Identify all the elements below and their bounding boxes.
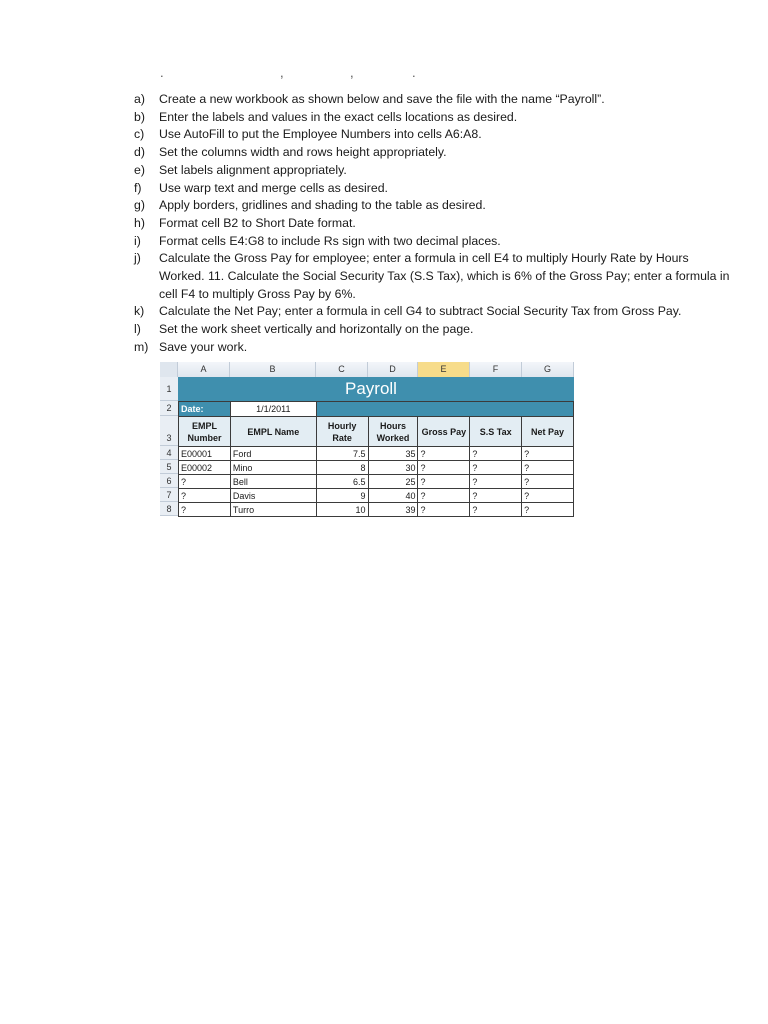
instruction-text: Save your work. bbox=[159, 339, 248, 354]
instruction-text: Set labels alignment appropriately. bbox=[159, 162, 347, 177]
instruction-item bbox=[134, 91, 734, 109]
column-header-b: B bbox=[230, 362, 316, 377]
instruction-text: Format cell B2 to Short Date format. bbox=[159, 215, 356, 230]
ss-tax-cell: ? bbox=[470, 475, 522, 489]
instruction-marker: k) bbox=[134, 304, 145, 319]
instruction-text: Enter the labels and values in the exact cells locations as desired. bbox=[159, 109, 518, 124]
instruction-item bbox=[134, 126, 734, 144]
row-header: 6 bbox=[160, 474, 178, 488]
table-row bbox=[179, 447, 574, 461]
header-cell: EMPL Number bbox=[179, 417, 231, 447]
empl-name-cell: Ford bbox=[230, 447, 316, 461]
sheet-title: Payroll bbox=[345, 379, 397, 398]
instruction-text: Apply borders, gridlines and shading to the table as desired. bbox=[159, 198, 486, 213]
column-header-d: D bbox=[368, 362, 418, 377]
hourly-rate-cell: 8 bbox=[316, 461, 368, 475]
instruction-text: Calculate the Gross Pay for employee; enter a formula in cell E4 to multiply Hourly Rate by Hours Worked. 11. Calculate the Social Security Tax (S.S Tax), which is 6% of the Gross Pay; enter a formula in cell F4 to multiply Gross Pay by 6%. bbox=[159, 251, 730, 301]
column-header-e: E bbox=[418, 362, 470, 377]
instruction-item bbox=[134, 233, 734, 251]
hours-worked-cell: 30 bbox=[368, 461, 418, 475]
empl-name-cell: Turro bbox=[230, 503, 316, 517]
empl-name-cell: Mino bbox=[230, 461, 316, 475]
cropped-text-line: . , , . bbox=[160, 72, 416, 80]
instruction-text: Create a new workbook as shown below and save the file with the name “Payroll”. bbox=[159, 92, 605, 106]
hours-worked-cell: 39 bbox=[368, 503, 418, 517]
empl-name-cell: Bell bbox=[230, 475, 316, 489]
header-cell: EMPL Name bbox=[230, 417, 316, 447]
net-pay-cell: ? bbox=[522, 461, 574, 475]
instruction-marker: g) bbox=[134, 198, 145, 213]
spreadsheet-screenshot bbox=[160, 362, 574, 522]
date-value: 1/1/2011 bbox=[230, 402, 316, 417]
instruction-marker: i) bbox=[134, 233, 141, 248]
instruction-text: Use warp text and merge cells as desired. bbox=[159, 180, 388, 195]
instruction-item bbox=[134, 250, 734, 303]
row-header: 4 bbox=[160, 446, 178, 460]
hours-worked-cell: 35 bbox=[368, 447, 418, 461]
empl-number-cell: E00002 bbox=[179, 461, 231, 475]
gross-pay-cell: ? bbox=[418, 461, 470, 475]
instruction-item bbox=[134, 303, 734, 321]
header-cell: Gross Pay bbox=[418, 417, 470, 447]
date-row-fill bbox=[316, 402, 573, 417]
instruction-marker: d) bbox=[134, 145, 145, 160]
row-header: 1 bbox=[160, 377, 178, 401]
hourly-rate-cell: 7.5 bbox=[316, 447, 368, 461]
empl-number-cell: ? bbox=[179, 475, 231, 489]
instruction-list bbox=[134, 91, 734, 357]
instruction-marker: e) bbox=[134, 162, 145, 177]
table-row bbox=[179, 489, 574, 503]
column-header-bar bbox=[160, 362, 574, 378]
header-cell: S.S Tax bbox=[470, 417, 522, 447]
empl-name-cell: Davis bbox=[230, 489, 316, 503]
table-row bbox=[179, 475, 574, 489]
gross-pay-cell: ? bbox=[418, 475, 470, 489]
payroll-table bbox=[178, 401, 574, 517]
instruction-text: Format cells E4:G8 to include Rs sign with two decimal places. bbox=[159, 233, 501, 248]
instruction-marker: c) bbox=[134, 127, 145, 142]
instruction-text: Calculate the Net Pay; enter a formula in cell G4 to subtract Social Security Tax from Gross Pay. bbox=[159, 304, 682, 319]
table-row bbox=[179, 461, 574, 475]
column-header-c: C bbox=[316, 362, 368, 377]
empl-number-cell: ? bbox=[179, 489, 231, 503]
column-header-f: F bbox=[470, 362, 522, 377]
gross-pay-cell: ? bbox=[418, 447, 470, 461]
ss-tax-cell: ? bbox=[470, 503, 522, 517]
ss-tax-cell: ? bbox=[470, 489, 522, 503]
net-pay-cell: ? bbox=[522, 447, 574, 461]
instruction-marker: h) bbox=[134, 215, 145, 230]
instruction-item bbox=[134, 109, 734, 127]
select-all-corner bbox=[160, 362, 178, 377]
header-cell: Net Pay bbox=[522, 417, 574, 447]
header-cell: Hours Worked bbox=[368, 417, 418, 447]
row-header: 2 bbox=[160, 401, 178, 416]
hours-worked-cell: 40 bbox=[368, 489, 418, 503]
instruction-text: Set the columns width and rows height appropriately. bbox=[159, 145, 447, 160]
title-banner bbox=[178, 377, 574, 402]
row-header: 3 bbox=[160, 416, 178, 446]
table-row bbox=[179, 503, 574, 517]
hourly-rate-cell: 6.5 bbox=[316, 475, 368, 489]
instruction-item bbox=[134, 162, 734, 180]
net-pay-cell: ? bbox=[522, 503, 574, 517]
empl-number-cell: ? bbox=[179, 503, 231, 517]
column-header-a: A bbox=[178, 362, 230, 377]
instruction-marker: l) bbox=[134, 322, 141, 337]
row-header: 5 bbox=[160, 460, 178, 474]
instruction-item bbox=[134, 339, 734, 357]
instruction-item bbox=[134, 180, 734, 198]
net-pay-cell: ? bbox=[522, 475, 574, 489]
instruction-marker: b) bbox=[134, 109, 145, 124]
row-header-bar bbox=[160, 377, 178, 516]
instruction-text: Use AutoFill to put the Employee Numbers into cells A6:A8. bbox=[159, 127, 482, 142]
gross-pay-cell: ? bbox=[418, 503, 470, 517]
instruction-item bbox=[134, 321, 734, 339]
row-header: 8 bbox=[160, 502, 178, 516]
column-header-g: G bbox=[522, 362, 574, 377]
instruction-marker: f) bbox=[134, 180, 142, 195]
instruction-marker: a) bbox=[134, 92, 145, 106]
hourly-rate-cell: 10 bbox=[316, 503, 368, 517]
row-header: 7 bbox=[160, 488, 178, 502]
instruction-marker: m) bbox=[134, 339, 149, 354]
empl-number-cell: E00001 bbox=[179, 447, 231, 461]
net-pay-cell: ? bbox=[522, 489, 574, 503]
header-row bbox=[179, 417, 574, 447]
ss-tax-cell: ? bbox=[470, 461, 522, 475]
hours-worked-cell: 25 bbox=[368, 475, 418, 489]
date-label: Date: bbox=[179, 402, 231, 417]
hourly-rate-cell: 9 bbox=[316, 489, 368, 503]
date-row bbox=[179, 402, 574, 417]
instruction-text: Set the work sheet vertically and horizontally on the page. bbox=[159, 322, 474, 337]
instruction-item bbox=[134, 197, 734, 215]
instruction-marker: j) bbox=[134, 251, 141, 266]
ss-tax-cell: ? bbox=[470, 447, 522, 461]
instruction-item bbox=[134, 144, 734, 162]
instruction-item bbox=[134, 215, 734, 233]
gross-pay-cell: ? bbox=[418, 489, 470, 503]
header-cell: Hourly Rate bbox=[316, 417, 368, 447]
